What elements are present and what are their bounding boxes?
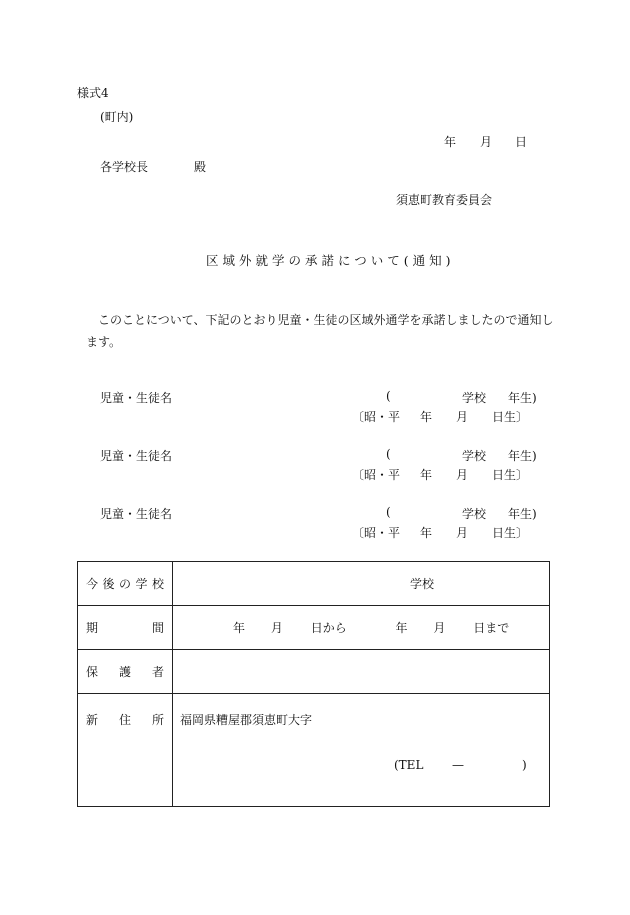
grade-suffix: 年生) — [508, 507, 537, 521]
address-prefix: 福岡県糟屋郡須恵町大字 — [180, 713, 313, 727]
period-from-year: 年 — [233, 621, 246, 635]
grade-suffix: 年生) — [508, 449, 537, 463]
school-suffix: 学校 — [462, 507, 487, 521]
birth-day: 日生〕 — [492, 410, 529, 424]
birth-day: 日生〕 — [492, 526, 529, 540]
birth-era: 〔昭・平 — [352, 410, 401, 424]
tel-dash: — — [452, 758, 464, 772]
student-label: 児童・生徒名 — [100, 391, 173, 405]
row-period — [78, 606, 550, 650]
label-future-school: 今 後 の 学 校 — [78, 562, 173, 606]
tel-open: (TEL — [394, 758, 424, 772]
town-note: (町内) — [100, 110, 134, 124]
period-to-year: 年 — [395, 621, 408, 635]
label-period: 期 間 — [78, 606, 173, 650]
birth-month: 月 — [456, 526, 469, 540]
school-open-paren: ( — [386, 389, 391, 403]
grade-suffix: 年生) — [508, 391, 537, 405]
body-paragraph — [86, 309, 556, 353]
date-year: 年 — [444, 135, 457, 149]
document-title: 区域外就学の承諾について(通知) — [206, 253, 455, 268]
school-suffix: 学校 — [462, 391, 487, 405]
tel-close: ) — [522, 758, 527, 772]
label-new-address: 新 住 所 — [78, 694, 173, 807]
birth-month: 月 — [456, 410, 469, 424]
row-new-address — [78, 694, 550, 807]
birth-day: 日生〕 — [492, 468, 529, 482]
row-guardian — [78, 650, 550, 694]
details-table — [77, 561, 550, 807]
new-address-value[interactable] — [173, 694, 550, 807]
birth-era: 〔昭・平 — [352, 526, 401, 540]
birth-year: 年 — [420, 468, 433, 482]
birth-month: 月 — [456, 468, 469, 482]
row-future-school — [78, 562, 550, 606]
future-school-value[interactable]: 学校 — [173, 562, 550, 606]
date-month: 月 — [480, 135, 493, 149]
period-value[interactable] — [173, 606, 550, 650]
form-number: 様式4 — [77, 86, 109, 100]
school-suffix: 学校 — [462, 449, 487, 463]
period-to-month: 月 — [433, 621, 446, 635]
birth-year: 年 — [420, 410, 433, 424]
addressee-honorific: 殿 — [194, 160, 207, 174]
guardian-value[interactable] — [173, 650, 550, 694]
issuer: 須恵町教育委員会 — [396, 193, 493, 207]
period-from-day: 日から — [310, 621, 347, 635]
label-guardian: 保 護 者 — [78, 650, 173, 694]
birth-era: 〔昭・平 — [352, 468, 401, 482]
school-open-paren: ( — [386, 505, 391, 519]
body-text: このことについて、下記のとおり児童・生徒の区域外通学を承諾しましたので通知します。 — [86, 313, 554, 349]
period-from-month: 月 — [270, 621, 283, 635]
tel-line — [173, 758, 549, 774]
date-day: 日 — [515, 135, 528, 149]
period-to-day: 日まで — [473, 621, 510, 635]
school-open-paren: ( — [386, 447, 391, 461]
student-label: 児童・生徒名 — [100, 449, 173, 463]
addressee-name: 各学校長 — [100, 160, 149, 174]
birth-year: 年 — [420, 526, 433, 540]
student-label: 児童・生徒名 — [100, 507, 173, 521]
